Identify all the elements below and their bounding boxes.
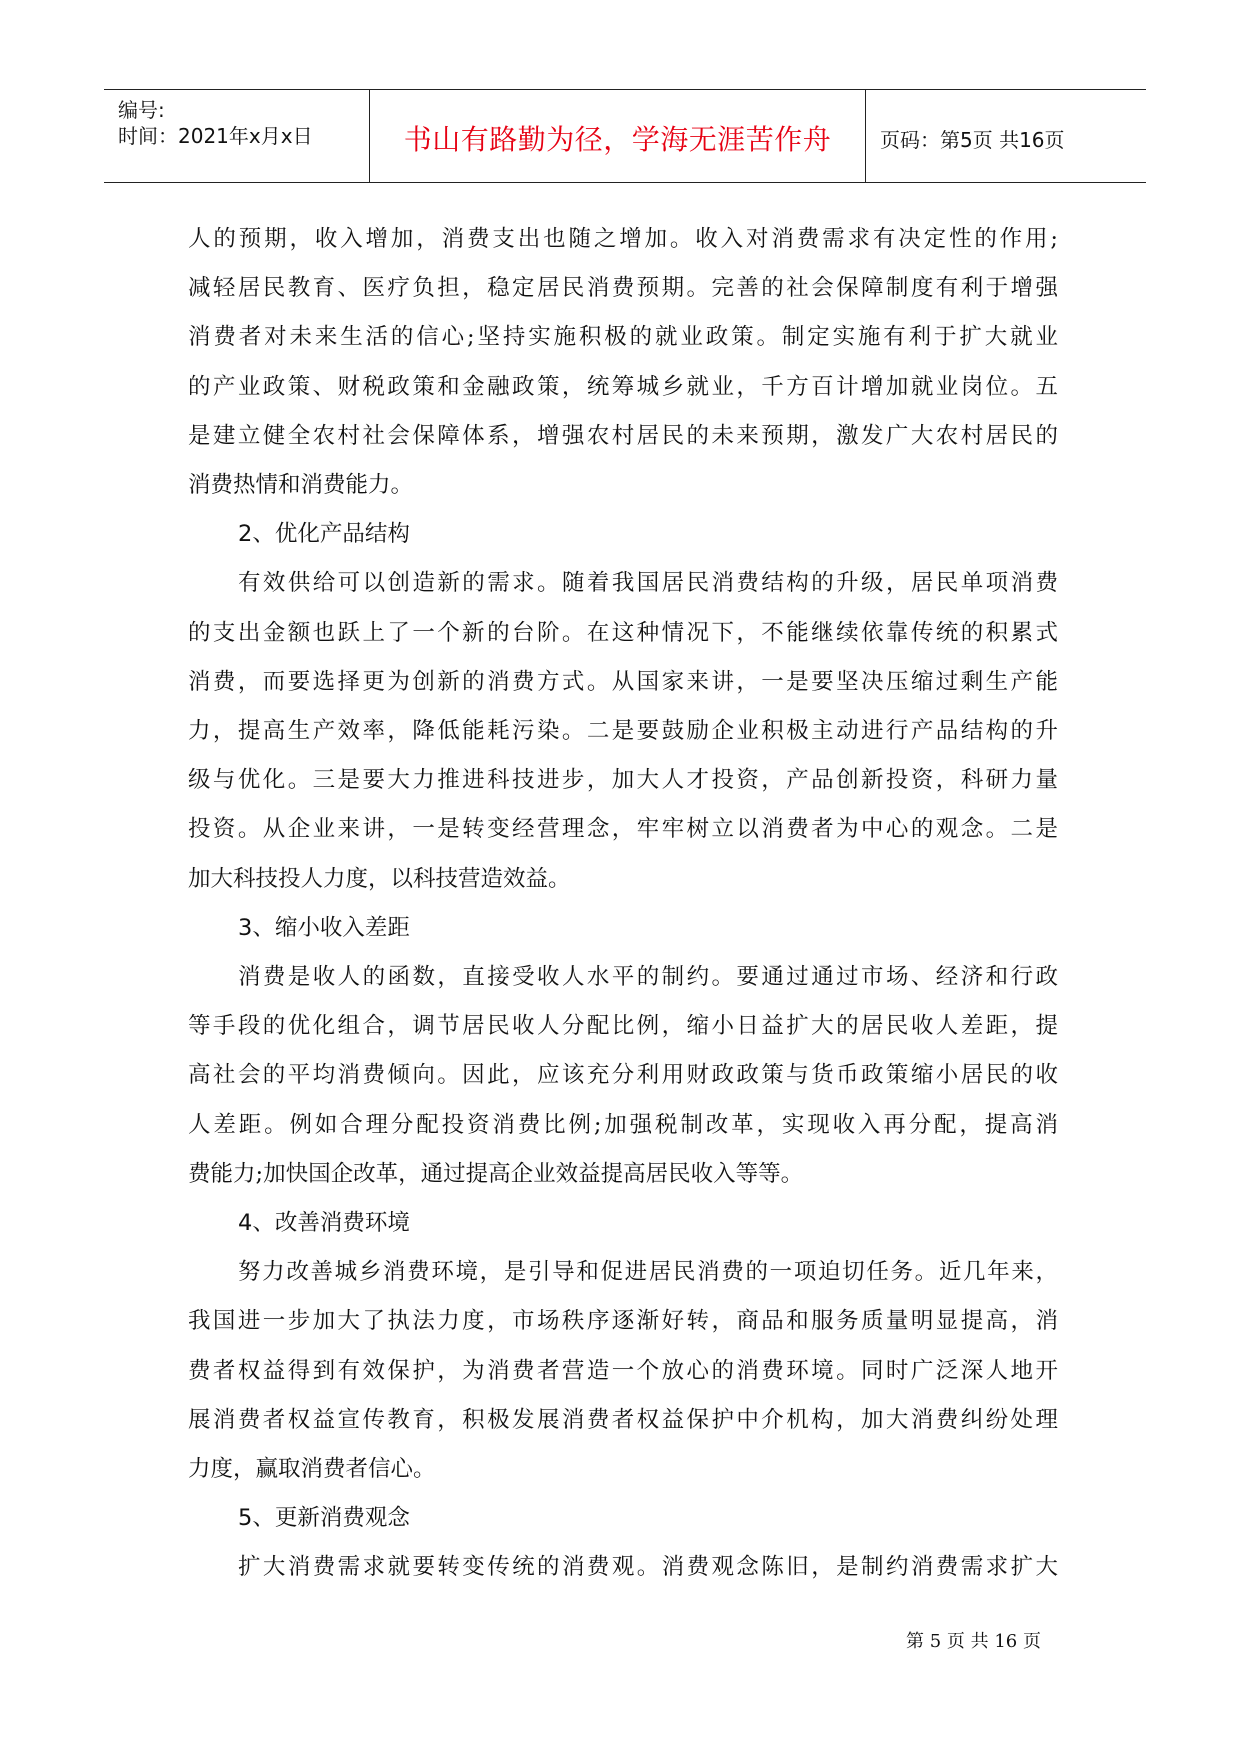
section-heading: 3、缩小收入差距 xyxy=(238,914,410,941)
header-info-cell xyxy=(104,90,370,182)
body-line: 消费热情和消费能力。 xyxy=(188,472,414,499)
header-motto-cell xyxy=(370,90,866,182)
body-line: 展消费者权益宣传教育，积极发展消费者权益保护中介机构，加大消费纠纷处理 xyxy=(188,1406,1058,1433)
body-line: 力，提高生产效率，降低能耗污染。二是要鼓励企业积极主动进行产品结构的升 xyxy=(188,718,1058,745)
header-page-label: 页码：第5页 共16页 xyxy=(880,128,1065,152)
number-label: 编号: xyxy=(118,98,165,122)
page-header xyxy=(104,89,1146,183)
time-label: 时间：2021年x月x日 xyxy=(118,124,313,148)
body-line: 我国进一步加大了执法力度，市场秩序逐渐好转，商品和服务质量明显提高，消 xyxy=(188,1308,1058,1335)
body-line: 费者权益得到有效保护，为消费者营造一个放心的消费环境。同时广泛深人地开 xyxy=(188,1357,1058,1384)
body-line: 高社会的平均消费倾向。因此，应该充分利用财政政策与货币政策缩小居民的收 xyxy=(188,1062,1058,1089)
header-page-cell xyxy=(866,90,1146,182)
body-line: 消费是收人的函数，直接受收人水平的制约。要通过通过市场、经济和行政 xyxy=(238,964,1058,991)
body-line: 费能力;加快国企改革，通过提高企业效益提高居民收入等等。 xyxy=(188,1160,804,1187)
body-line: 的产业政策、财税政策和金融政策，统筹城乡就业，千方百计增加就业岗位。五 xyxy=(188,373,1058,400)
body-line: 是建立健全农村社会保障体系，增强农村居民的未来预期，激发广大农村居民的 xyxy=(188,422,1058,449)
body-line: 减轻居民教育、医疗负担，稳定居民消费预期。完善的社会保障制度有利于增强 xyxy=(188,275,1058,302)
body-line: 扩大消费需求就要转变传统的消费观。消费观念陈旧，是制约消费需求扩大 xyxy=(238,1554,1058,1581)
body-line: 努力改善城乡消费环境，是引导和促进居民消费的一项迫切任务。近几年来， xyxy=(238,1259,1058,1286)
body-line: 加大科技投人力度，以科技营造效益。 xyxy=(188,865,571,892)
document-body xyxy=(188,215,1058,1593)
body-line: 人的预期，收入增加，消费支出也随之增加。收入对消费需求有决定性的作用; xyxy=(188,226,1058,252)
body-line: 投资。从企业来讲，一是转变经营理念，牢牢树立以消费者为中心的观念。二是 xyxy=(188,816,1058,843)
body-line: 消费，而要选择更为创新的消费方式。从国家来讲，一是要坚决压缩过剩生产能 xyxy=(188,668,1058,695)
body-line: 人差距。例如合理分配投资消费比例;加强税制改革，实现收入再分配，提高消 xyxy=(188,1111,1058,1138)
body-line: 的支出金额也跃上了一个新的台阶。在这种情况下，不能继续依靠传统的积累式 xyxy=(188,619,1058,646)
body-line: 有效供给可以创造新的需求。随着我国居民消费结构的升级，居民单项消费 xyxy=(238,570,1058,597)
body-line: 级与优化。三是要大力推进科技进步，加大人才投资，产品创新投资，科研力量 xyxy=(188,767,1058,794)
motto-text: 书山有路勤为径，学海无涯苦作舟 xyxy=(403,123,832,156)
body-line: 等手段的优化组合，调节居民收人分配比例，缩小日益扩大的居民收人差距，提 xyxy=(188,1013,1058,1040)
page-footer-number: 第 5 页 共 16 页 xyxy=(906,1631,1041,1652)
body-line: 消费者对未来生活的信心;坚持实施积极的就业政策。制定实施有利于扩大就业 xyxy=(188,324,1058,351)
body-line: 力度，赢取消费者信心。 xyxy=(188,1456,436,1483)
section-heading: 4、改善消费环境 xyxy=(238,1210,410,1237)
section-heading: 2、优化产品结构 xyxy=(238,521,410,548)
section-heading: 5、更新消费观念 xyxy=(238,1505,410,1532)
